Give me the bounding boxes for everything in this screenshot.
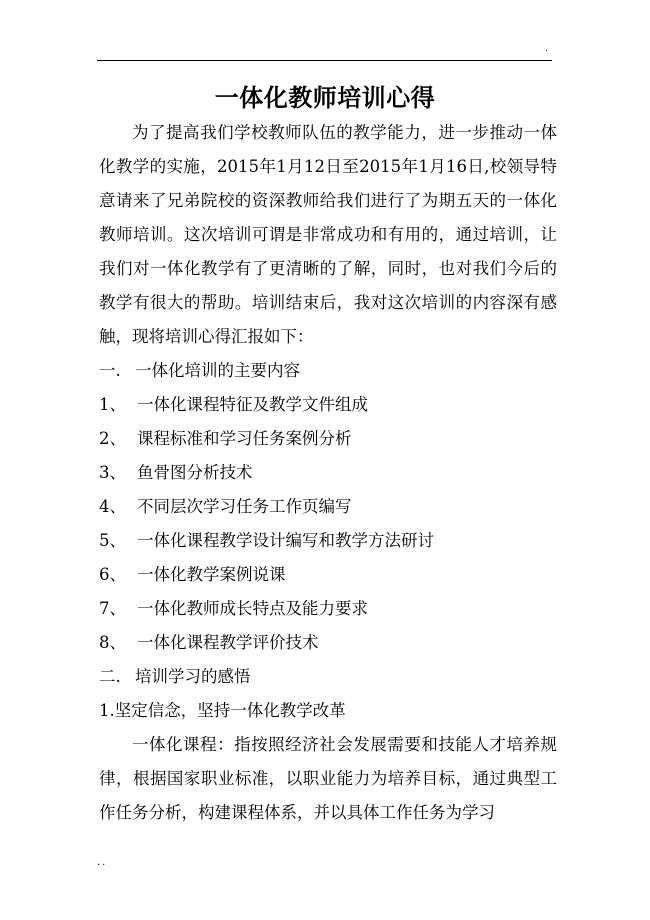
- list-item: [99, 558, 557, 592]
- section-heading-1: [99, 354, 557, 388]
- list-item-number: 5、: [99, 531, 126, 550]
- list-item: [99, 592, 557, 626]
- list-item-number: 7、: [99, 599, 126, 618]
- list-item: [99, 456, 557, 490]
- list-item-number: 8、: [99, 633, 126, 652]
- section-title: 培训学习的感悟: [135, 667, 251, 686]
- list-item-number: 2、: [99, 429, 126, 448]
- body-paragraph: 一体化课程：指按照经济社会发展需要和技能人才培养规律，根据国家职业标准，以职业能力为培养目标，通过典型工作任务分析，构建课程体系，并以具体工作任务为学习: [99, 735, 557, 822]
- list-item: [99, 626, 557, 660]
- footer-dots: ..: [97, 857, 108, 868]
- list-item-text: 一体化课程特征及教学文件组成: [137, 395, 368, 414]
- subsection-heading: 1.坚定信念，坚持一体化教学改革: [99, 701, 346, 720]
- list-item-text: 课程标准和学习任务案例分析: [137, 429, 352, 448]
- section-number: 一.: [99, 361, 121, 380]
- list-item-text: 一体化教师成长特点及能力要求: [137, 599, 368, 618]
- list-item-text: 鱼骨图分析技术: [137, 463, 253, 482]
- section-title: 一体化培训的主要内容: [135, 361, 300, 380]
- list-item-number: 4、: [99, 497, 126, 516]
- list-item-number: 1、: [99, 395, 126, 414]
- section-heading-2: [99, 660, 557, 694]
- list-item: [99, 524, 557, 558]
- list-item-text: 一体化课程教学评价技术: [137, 633, 319, 652]
- list-item-text: 一体化课程教学设计编写和教学方法研讨: [137, 531, 434, 550]
- header-rule: [97, 60, 552, 61]
- list-item: [99, 388, 557, 422]
- document-title: 一体化教师培训心得: [214, 84, 436, 112]
- list-item-text: 一体化教学案例说课: [137, 565, 286, 584]
- section-number: 二.: [99, 667, 121, 686]
- intro-paragraph: 为了提高我们学校教师队伍的教学能力，进一步推动一体化教学的实施，2015年1月12日至2015年1月16日,校领导特意请来了兄弟院校的资深教师给我们进行了为期五天的一体化教师培训。这次培训可谓是非常成功和有用的，通过培训，让我们对一体化教学有了更清晰的了解，同时，也对我们今后的教学有很大的帮助。培训结束后，我对这次培训的内容深有感触，现将培训心得汇报如下：: [99, 123, 557, 346]
- list-item-number: 3、: [99, 463, 126, 482]
- list-item: [99, 490, 557, 524]
- document-body: [99, 116, 557, 830]
- header-dot: .: [545, 43, 549, 54]
- list-item-text: 不同层次学习任务工作页编写: [137, 497, 352, 516]
- list-item: [99, 422, 557, 456]
- list-item-number: 6、: [99, 565, 126, 584]
